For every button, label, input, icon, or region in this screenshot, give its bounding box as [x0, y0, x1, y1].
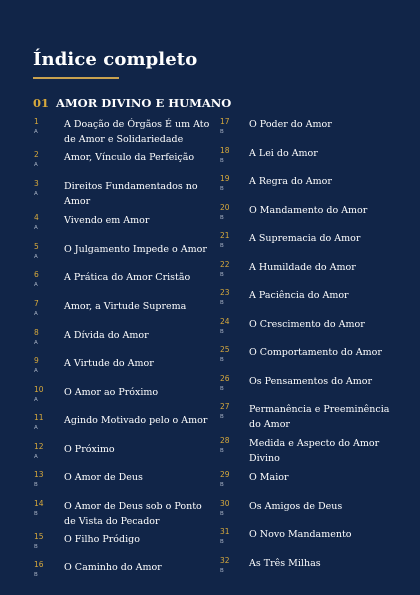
entry-number: 26 — [220, 374, 230, 383]
section-heading — [33, 96, 231, 110]
entry-group-letter: A — [34, 191, 38, 197]
entry-group-letter: B — [220, 448, 224, 454]
entry-title[interactable]: Direitos Fundamentados no Amor — [64, 181, 198, 207]
section-label: AMOR DIVINO E HUMANO — [56, 96, 232, 110]
entry-title[interactable]: O Amor de Deus sob o Ponto de Vista do Pecador — [64, 501, 202, 527]
section-number: 01 — [33, 96, 50, 110]
entry-number: 23 — [220, 288, 230, 297]
entry-group-letter: B — [220, 357, 224, 363]
entry-group-letter: A — [34, 162, 38, 168]
entry-title[interactable]: O Comportamento do Amor — [249, 347, 382, 358]
entry-title[interactable]: O Filho Pródigo — [64, 534, 140, 545]
entry-number: 7 — [34, 299, 39, 308]
entry-title[interactable]: O Próximo — [64, 444, 115, 455]
entry-group-letter: A — [34, 282, 38, 288]
entry-group-letter: A — [34, 425, 38, 431]
entry-group-letter: B — [220, 158, 224, 164]
entry-title[interactable]: A Humildade do Amor — [249, 262, 356, 273]
entry-title[interactable]: A Supremacia do Amor — [249, 233, 361, 244]
entry-group-letter: B — [220, 568, 224, 574]
entry-number: 18 — [220, 146, 230, 155]
entry-number: 12 — [34, 442, 44, 451]
entry-group-letter: A — [34, 454, 38, 460]
entry-title[interactable]: Agindo Motivado pelo o Amor — [64, 415, 208, 426]
entry-group-letter: A — [34, 368, 38, 374]
entry-number: 10 — [34, 385, 44, 394]
title-underline — [33, 77, 119, 79]
entry-group-letter: A — [34, 129, 38, 135]
entry-group-letter: B — [220, 482, 224, 488]
entry-number: 30 — [220, 499, 230, 508]
entry-group-letter: B — [220, 129, 224, 135]
entry-group-letter: B — [220, 329, 224, 335]
entry-number: 4 — [34, 213, 39, 222]
entry-title[interactable]: O Mandamento do Amor — [249, 205, 368, 216]
entry-title[interactable]: O Crescimento do Amor — [249, 319, 365, 330]
entry-title[interactable]: A Lei do Amor — [249, 148, 318, 159]
entry-number: 8 — [34, 328, 39, 337]
entry-title[interactable]: A Virtude do Amor — [64, 358, 154, 369]
entry-group-letter: B — [220, 186, 224, 192]
entry-number: 27 — [220, 402, 230, 411]
entry-title[interactable]: Amor, Vínculo da Perfeição — [64, 152, 195, 163]
entry-group-letter: B — [220, 243, 224, 249]
entry-title[interactable]: Os Amigos de Deus — [249, 501, 343, 512]
entry-number: 24 — [220, 317, 230, 326]
entry-group-letter: A — [34, 311, 38, 317]
entry-number: 1 — [34, 117, 39, 126]
page-title: Índice completo — [33, 49, 198, 70]
entry-title[interactable]: Permanência e Preeminência do Amor — [249, 404, 390, 430]
entry-title[interactable]: A Prática do Amor Cristão — [64, 272, 191, 283]
entry-group-letter: B — [220, 215, 224, 221]
entry-title[interactable]: Os Pensamentos do Amor — [249, 376, 373, 387]
entry-group-letter: B — [220, 511, 224, 517]
entry-number: 28 — [220, 436, 230, 445]
entry-number: 11 — [34, 413, 44, 422]
entry-title[interactable]: O Poder do Amor — [249, 119, 332, 130]
entry-number: 29 — [220, 470, 230, 479]
entry-title[interactable]: Medida e Aspecto do Amor Divino — [249, 438, 380, 464]
entry-title[interactable]: A Doação de Órgãos É um Ato de Amor e Solidariedade — [64, 119, 210, 145]
entry-group-letter: B — [34, 511, 38, 517]
entry-group-letter: A — [34, 397, 38, 403]
entry-number: 20 — [220, 203, 230, 212]
entry-group-letter: B — [34, 482, 38, 488]
entry-number: 3 — [34, 179, 39, 188]
entry-number: 9 — [34, 356, 39, 365]
entry-group-letter: B — [220, 300, 224, 306]
entry-group-letter: A — [34, 254, 38, 260]
entry-title[interactable]: A Paciência do Amor — [249, 290, 349, 301]
entry-number: 22 — [220, 260, 230, 269]
entry-group-letter: B — [220, 272, 224, 278]
entry-title[interactable]: Vivendo em Amor — [64, 215, 150, 226]
entry-group-letter: A — [34, 225, 38, 231]
entry-number: 21 — [220, 231, 230, 240]
entry-number: 15 — [34, 532, 44, 541]
entry-title[interactable]: O Caminho do Amor — [64, 562, 162, 573]
entry-number: 17 — [220, 117, 230, 126]
entry-title[interactable]: A Dívida do Amor — [64, 330, 149, 341]
entry-number: 32 — [220, 556, 230, 565]
entry-title[interactable]: Amor, a Virtude Suprema — [64, 301, 187, 312]
entry-group-letter: B — [220, 414, 224, 420]
entry-number: 6 — [34, 270, 39, 279]
entry-number: 14 — [34, 499, 44, 508]
entry-title[interactable]: O Amor de Deus — [64, 472, 143, 483]
entry-number: 19 — [220, 174, 230, 183]
entry-group-letter: B — [34, 544, 38, 550]
entry-number: 16 — [34, 560, 44, 569]
entry-number: 5 — [34, 242, 39, 251]
entry-title[interactable]: O Novo Mandamento — [249, 529, 352, 540]
entry-group-letter: B — [220, 386, 224, 392]
entry-number: 25 — [220, 345, 230, 354]
entry-group-letter: B — [220, 539, 224, 545]
entry-number: 31 — [220, 527, 230, 536]
entry-title[interactable]: As Três Milhas — [249, 558, 321, 569]
entry-title[interactable]: O Julgamento Impede o Amor — [64, 244, 207, 255]
entry-title[interactable]: O Maior — [249, 472, 289, 483]
entry-group-letter: A — [34, 340, 38, 346]
entry-number: 13 — [34, 470, 44, 479]
entry-number: 2 — [34, 150, 39, 159]
entry-title[interactable]: O Amor ao Próximo — [64, 387, 159, 398]
entry-group-letter: B — [34, 572, 38, 578]
entry-title[interactable]: A Regra do Amor — [249, 176, 332, 187]
